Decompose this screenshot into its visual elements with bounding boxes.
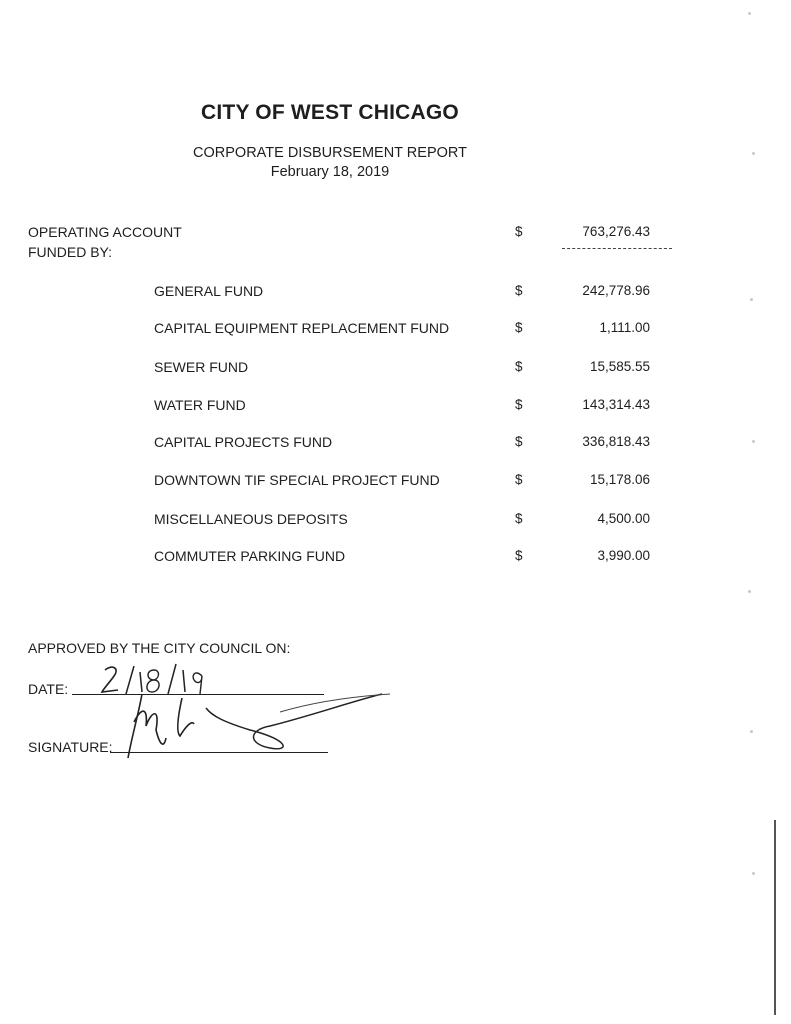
- date-label: DATE:: [28, 681, 69, 697]
- fund-amount: 15,585.55: [589, 359, 650, 374]
- fund-name: CAPITAL PROJECTS FUND: [154, 434, 333, 450]
- fund-currency: $: [515, 511, 523, 526]
- report-date: February 18, 2019: [270, 164, 390, 180]
- approval-heading: APPROVED BY THE CITY COUNCIL ON:: [28, 640, 291, 656]
- fund-amount: 3,990.00: [597, 548, 650, 563]
- fund-currency: $: [515, 283, 523, 298]
- fund-name: COMMUTER PARKING FUND: [154, 548, 346, 564]
- fund-amount: 15,178.06: [589, 472, 650, 487]
- fund-name: DOWNTOWN TIF SPECIAL PROJECT FUND: [154, 472, 440, 488]
- scan-speck: [748, 12, 751, 15]
- fund-name: CAPITAL EQUIPMENT REPLACEMENT FUND: [154, 320, 450, 336]
- document-title: CITY OF WEST CHICAGO: [201, 101, 459, 124]
- signature-label: SIGNATURE:: [28, 739, 113, 755]
- fund-name: SEWER FUND: [154, 359, 249, 375]
- fund-amount: 242,778.96: [582, 283, 650, 298]
- fund-currency: $: [515, 548, 523, 563]
- fund-currency: $: [515, 472, 523, 487]
- fund-name: WATER FUND: [154, 397, 246, 413]
- scan-speck: [752, 440, 755, 443]
- fund-amount: 143,314.43: [582, 397, 650, 412]
- fund-name: MISCELLANEOUS DEPOSITS: [154, 511, 348, 527]
- handwritten-signature: [120, 686, 400, 766]
- operating-account-label: OPERATING ACCOUNT: [28, 224, 182, 240]
- scan-speck: [752, 872, 755, 875]
- scan-speck: [750, 298, 753, 301]
- fund-amount: 4,500.00: [597, 511, 650, 526]
- scan-edge-line: [774, 820, 776, 1015]
- scan-speck: [750, 730, 753, 733]
- fund-amount: 336,818.43: [582, 434, 650, 449]
- fund-currency: $: [515, 434, 523, 449]
- operating-account-amount: 763,276.43: [582, 224, 650, 239]
- operating-account-currency: $: [515, 224, 523, 239]
- fund-amount: 1,111.00: [599, 320, 650, 335]
- report-subtitle: CORPORATE DISBURSEMENT REPORT: [193, 145, 467, 161]
- fund-currency: $: [515, 320, 523, 335]
- total-dashed-separator: [562, 248, 672, 249]
- fund-name: GENERAL FUND: [154, 283, 264, 299]
- fund-currency: $: [515, 397, 523, 412]
- scan-speck: [752, 152, 755, 155]
- fund-currency: $: [515, 359, 523, 374]
- funded-by-label: FUNDED BY:: [28, 244, 113, 260]
- scan-speck: [748, 590, 751, 593]
